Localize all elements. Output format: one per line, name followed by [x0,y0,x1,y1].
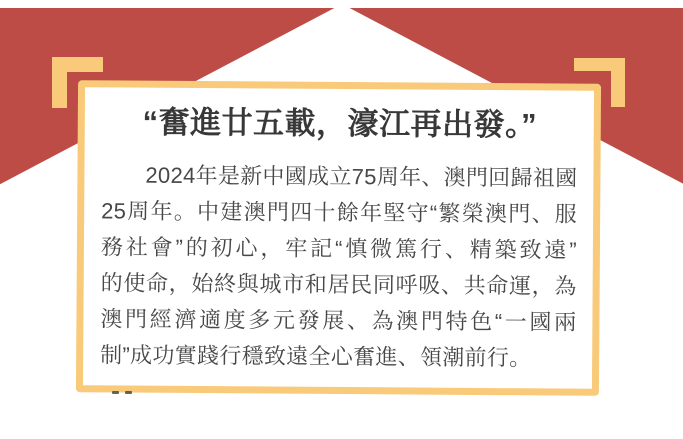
body-line-4: 的使命，始終與城市和居民同呼吸、共命運，為 [100,270,577,299]
clipped-stroke [125,391,132,394]
body-line-1: 2024年是新中國成立75周年、澳門回歸祖國 [145,162,578,191]
body-line-5: 澳門經濟適度多元發展、為澳門特色“一國兩 [100,306,577,335]
quote-card-title: “奮進廿五載，濠江再出發。” [142,104,538,143]
clipped-stroke [112,391,119,394]
clipped-character-tops [112,391,132,396]
quote-card-body [100,157,577,376]
body-line-3: 務社會”的初心，牢記“慎微篤行、精築致遠” [100,234,578,263]
body-line-2: 25周年。中建澳門四十餘年堅守“繁榮澳門、服 [101,198,578,227]
body-line-6: 制”成功實踐行穩致遠全心奮進、領潮前行。 [100,342,532,371]
quote-card [76,80,601,396]
